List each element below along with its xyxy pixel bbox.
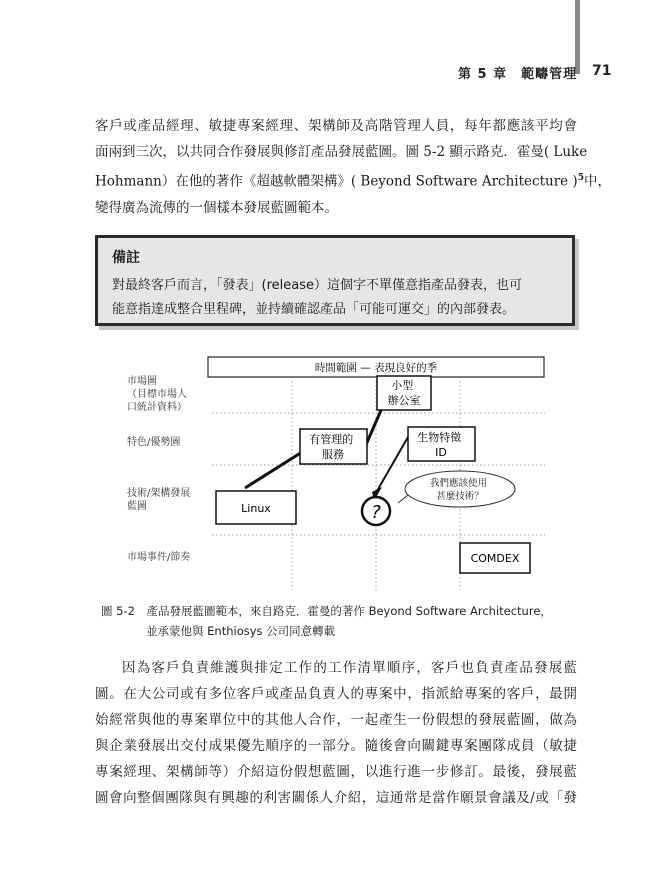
- intro-paragraph: [95, 113, 611, 221]
- row-label-market: [127, 374, 190, 413]
- box-managed-services-line-1: 有管理的: [309, 433, 354, 446]
- body-line-6: 圖會向整個團隊與有興趣的利害關係人介紹，這通常是當作願景會議及/或「發: [95, 790, 577, 806]
- row-label-features-1: 特色/優勢圖: [127, 437, 181, 448]
- box-biometric-id-line-2: ID: [435, 446, 447, 459]
- caption-line-1: 圖 5-2 產品發展藍圖範本，來自路克．霍曼的著作 Beyond Software Architecture，: [101, 604, 552, 618]
- body-line-4: 與企業發展出交付成果優先順序的一部分。隨後會向關鍵專案團隊成員（敏捷: [95, 738, 577, 754]
- body-line-3: 始經常與他的專案單位中的其他人合作，一起產生一份假想的發展藍圖，做為: [95, 712, 577, 728]
- row-label-events-1: 市場事件/節奏: [127, 552, 191, 563]
- body-line-1: 因為客戶負責維護與排定工作的工作清單順序，客戶也負責產品發展藍: [122, 660, 577, 676]
- row-label-market-3: 口統計資料）: [127, 402, 187, 413]
- intro-line-3: [95, 165, 611, 195]
- figure-caption: [101, 601, 552, 641]
- row-label-tech: [127, 486, 194, 512]
- box-managed-services-line-2: 服務: [322, 448, 344, 461]
- intro-line-1: 客戶或產品經理、敏捷專案經理、架構師及高階管理人員，每年都應該平均會: [95, 118, 577, 134]
- box-small-office-line-1: 小型: [391, 379, 414, 392]
- row-label-features: [127, 435, 180, 448]
- speech-bubble-line-2: 甚麼技術？: [436, 491, 484, 502]
- intro-line-2: 面兩到三次，以共同合作發展與修訂產品發展藍圖。圖 5-2 顯示路克．霍曼( Luke: [95, 144, 588, 160]
- row-label-tech-2: 藍圖: [127, 501, 147, 512]
- row-label-market-1: 市場圖: [127, 376, 157, 387]
- row-label-tech-1: 技術/架構發展: [127, 488, 191, 499]
- note-body: [112, 274, 564, 322]
- question-mark-icon: ?: [371, 502, 381, 523]
- body-paragraph: [95, 655, 577, 811]
- roadmap-figure: [120, 355, 550, 599]
- page-number: 71: [592, 63, 612, 79]
- caption-line-2: 並承蒙他與 Enthiosys 公司同意轉載: [146, 624, 336, 638]
- speech-bubble-tail: [398, 495, 408, 503]
- note-line-2: 能意指達成整合里程碑，並持續確認產品「可能可運交」的內部發表。: [112, 302, 516, 317]
- box-small-office-line-2: 辦公室: [387, 394, 421, 407]
- time-range-banner-label: 時間範圍 — 表現良好的季: [314, 362, 438, 374]
- body-line-5: 專案經理、架構師等）介紹這份假想藍圖，以進行進一步修訂。最後，發展藍: [95, 764, 577, 780]
- running-header-chapter: 第 5 章 範疇管理: [458, 67, 578, 82]
- box-comdex-label: COMDEX: [470, 552, 520, 565]
- note-line-1: 對最終客戶而言，「發表」(release）這個字不單僅意指產品發表，也可: [112, 278, 522, 293]
- connector-biometric-question: [377, 437, 408, 491]
- body-line-2: 圖。在大公司或有多位客戶或產品負責人的專案中，指派給專案的客戶，最開: [95, 686, 577, 702]
- intro-line-3-tail: 中，: [583, 173, 611, 190]
- note-box: [95, 235, 575, 326]
- roadmap-diagram: [120, 355, 550, 595]
- box-biometric-id-line-1: 生物特徵: [417, 431, 462, 444]
- speech-bubble-line-1: 我們應該使用: [429, 478, 487, 489]
- box-linux-label: Linux: [241, 502, 271, 515]
- row-label-events: [127, 550, 190, 563]
- intro-line-4: 變得廣為流傳的一個樣本發展藍圖範本。: [95, 199, 338, 216]
- footnote-marker: 5: [577, 173, 584, 183]
- intro-line-3-text: Hohmann）在他的著作《超越軟體架構》( Beyond Software Architecture ): [95, 173, 578, 190]
- row-label-market-2: （目標市場人: [127, 389, 187, 400]
- note-title: 備註: [112, 250, 140, 266]
